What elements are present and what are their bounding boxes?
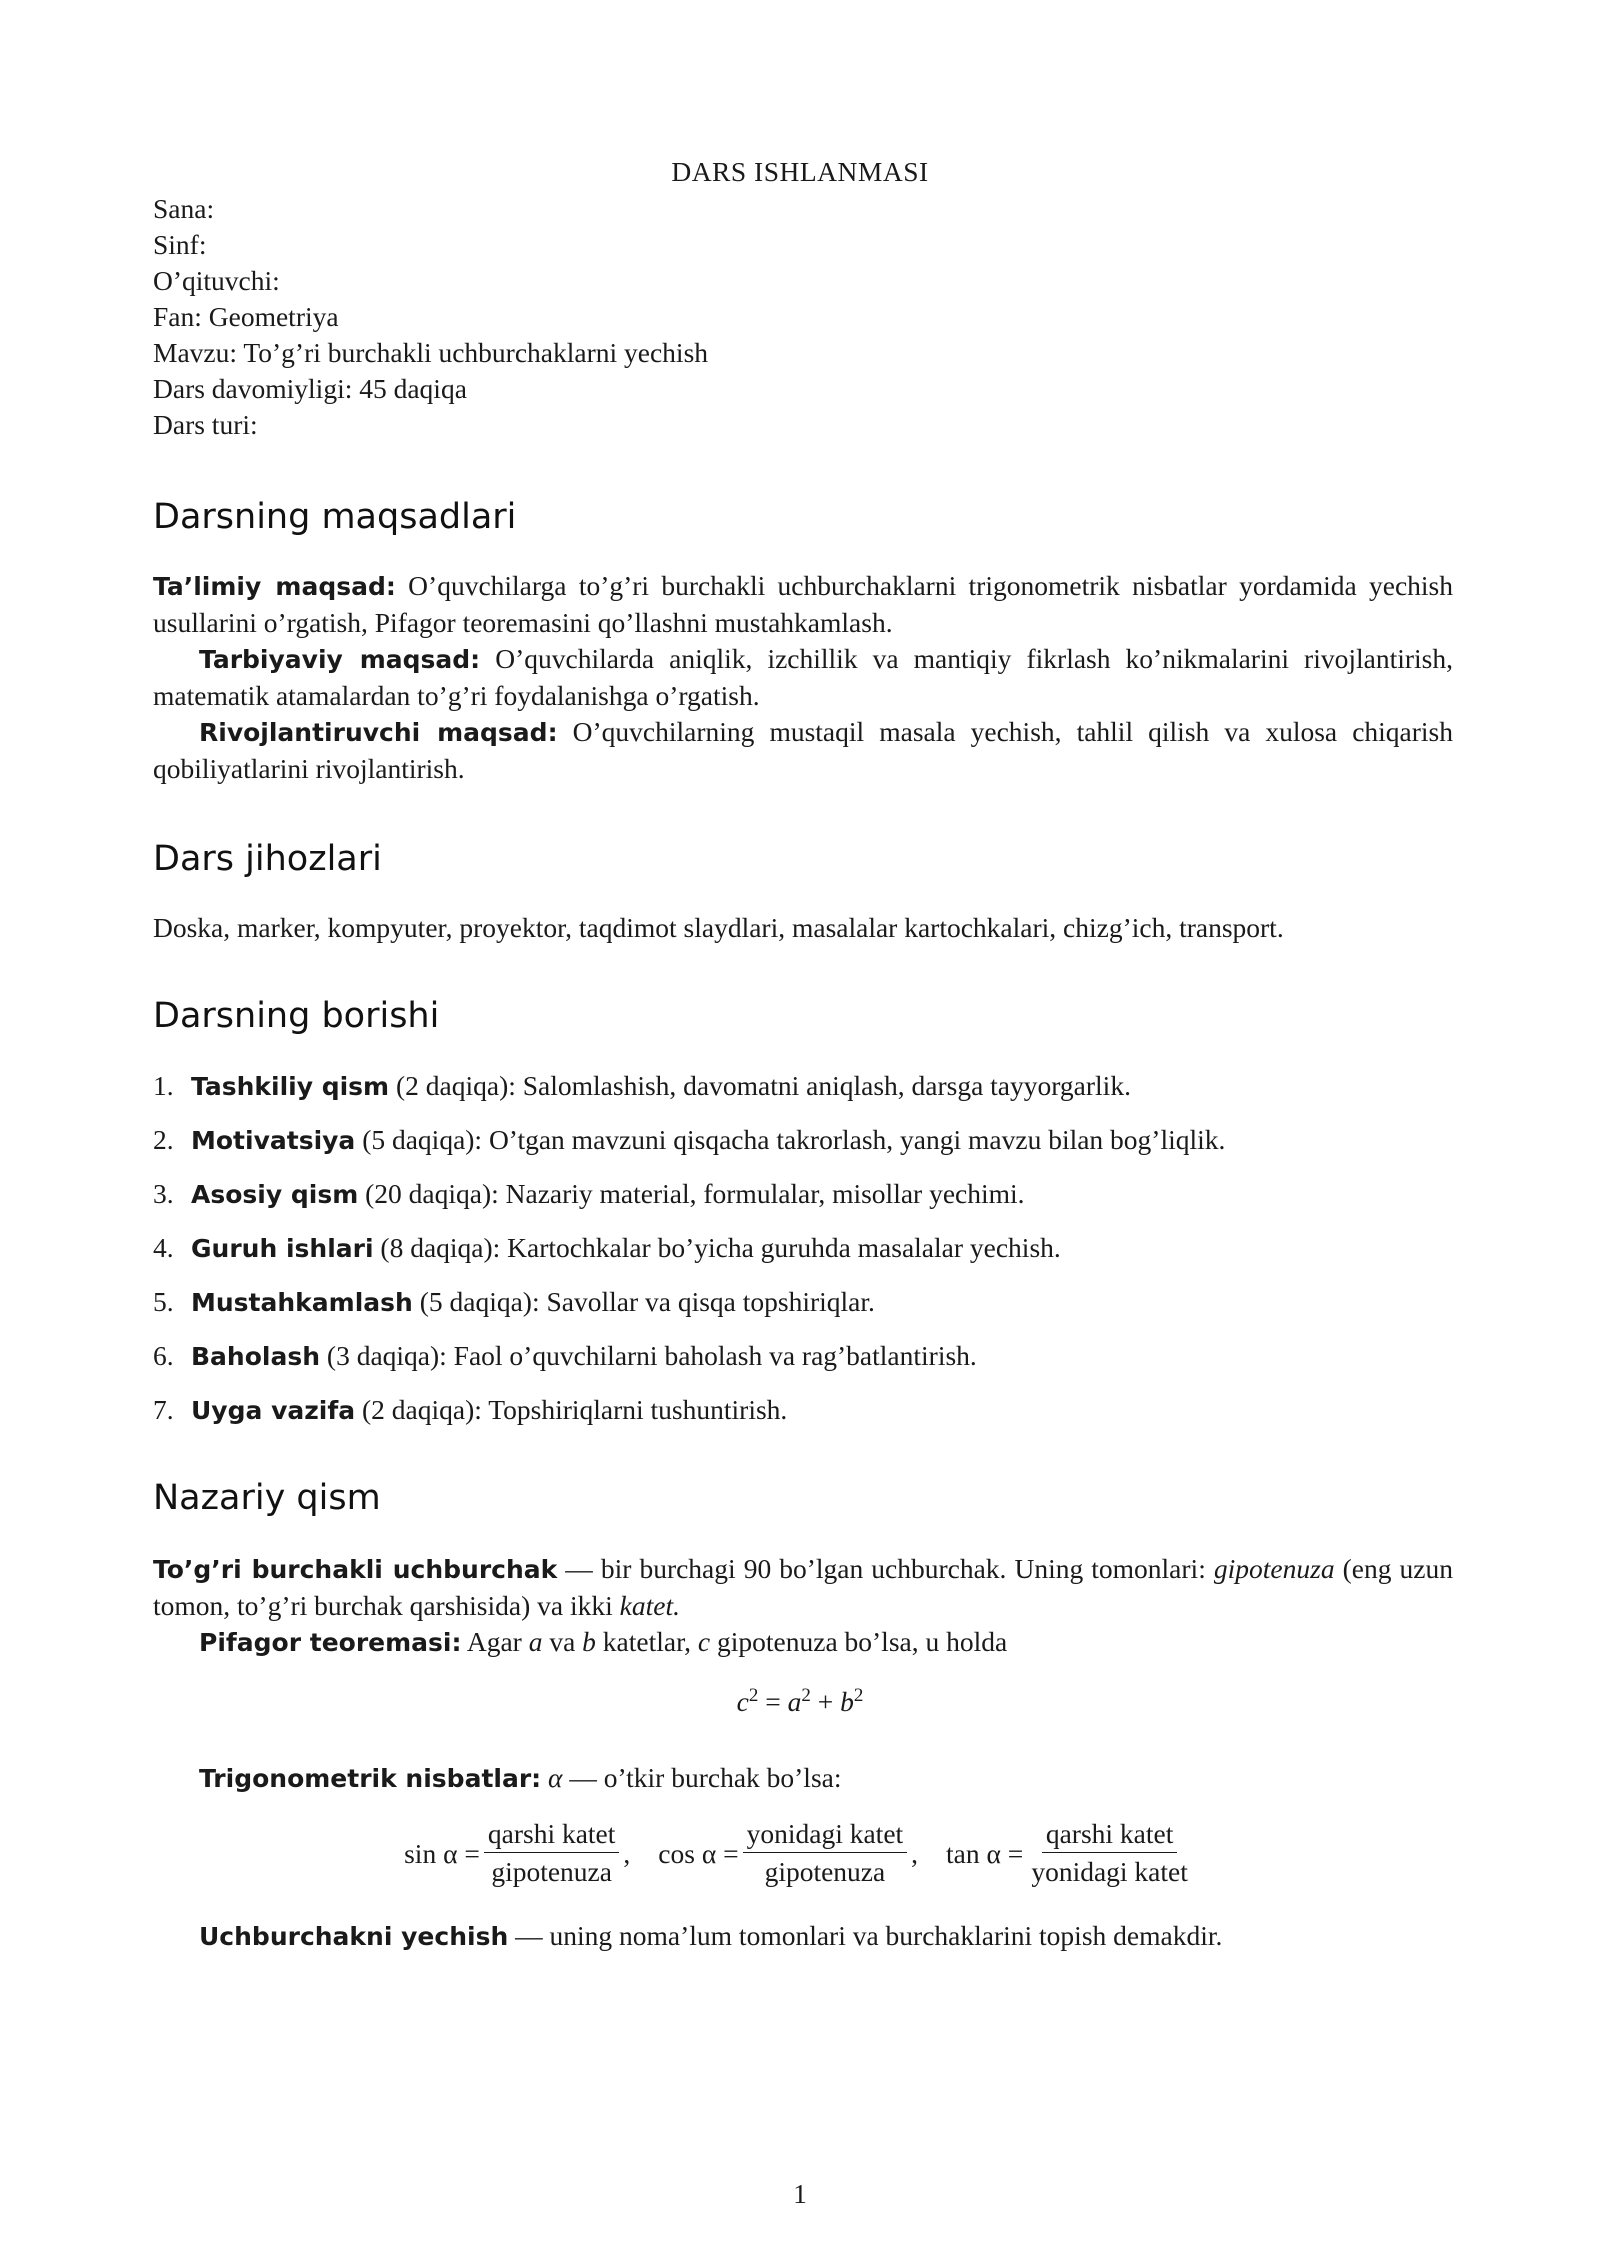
goal-developmental <box>153 714 1453 787</box>
solve-paragraph <box>153 1918 1453 1955</box>
list-item-number: 1. <box>153 1070 174 1101</box>
meta-topic: Mavzu: To’g’ri burchakli uchburchaklarni yechish <box>153 337 709 368</box>
formula-c: c <box>736 1686 749 1717</box>
goal-developmental-text: O’quvchilarning mustaqil masala yechish, tahlil qilish va xulosa chiqarish qobiliyatlarini rivojlantirish. <box>153 716 1454 784</box>
list-item-number: 6. <box>153 1340 174 1371</box>
tangent-numerator: qarshi katet <box>1042 1818 1178 1853</box>
list-item <box>153 1122 1225 1176</box>
list-item-text: (2 daqiqa): Salomlashish, davomatni aniqlash, darsga tayyorgarlik. <box>389 1070 1131 1101</box>
process-list <box>153 1068 1225 1446</box>
list-item-text: (8 daqiqa): Kartochkalar bo’yicha guruhda masalalar yechish. <box>373 1232 1061 1263</box>
cosine-ratio <box>658 1818 946 1889</box>
definition-paragraph <box>153 1551 1453 1624</box>
list-item-label: Guruh ishlari <box>191 1234 374 1263</box>
trig-alpha: α <box>541 1762 563 1793</box>
list-item <box>153 1284 1225 1338</box>
list-item-text: (2 daqiqa): Topshiriqlarni tushuntirish. <box>355 1394 788 1425</box>
goals-heading: Darsning maqsadlari <box>153 497 517 537</box>
list-item-label: Baholash <box>191 1342 321 1371</box>
list-item <box>153 1068 1225 1122</box>
sine-separator: , <box>623 1837 631 1869</box>
goal-educational-label: Ta’limiy maqsad: <box>153 572 396 601</box>
formula-b: b <box>840 1686 854 1717</box>
list-item-label: Tashkiliy qism <box>191 1072 390 1101</box>
meta-teacher: O’qituvchi: <box>153 265 280 296</box>
goal-upbringing-label: Tarbiyaviy maqsad: <box>199 645 481 674</box>
sine-fraction <box>484 1818 620 1889</box>
list-item-number: 5. <box>153 1286 174 1317</box>
definition-text-1: — bir burchagi 90 bo’lgan uchburchak. Uning tomonlari: <box>557 1553 1214 1584</box>
cosine-numerator: yonidagi katet <box>743 1818 908 1853</box>
list-item-label: Asosiy qism <box>191 1180 359 1209</box>
pythagoras-label: Pifagor teoremasi: <box>199 1628 462 1657</box>
list-item <box>153 1176 1225 1230</box>
definition-leg: katet. <box>619 1590 680 1621</box>
list-item-label: Uyga vazifa <box>191 1396 356 1425</box>
goal-upbringing-text: O’quvchilarda aniqlik, izchillik va mantiqiy fikrlash ko’nikmalarini rivojlantirish, matematik atamalardan to’g’ri foydalanishga o’rgatish. <box>153 643 1453 711</box>
pythagoras-var-c: c <box>697 1626 711 1657</box>
pythagoras-text-3: katetlar, <box>595 1626 698 1657</box>
list-item-text: (5 daqiqa): O’tgan mavzuni qisqacha takrorlash, yangi mavzu bilan bog’liqlik. <box>355 1124 1226 1155</box>
definition-text-2: (eng uzun tomon, to’g’ri burchak qarshisida) va ikki <box>153 1553 1453 1621</box>
list-item-number: 4. <box>153 1232 174 1263</box>
list-item <box>153 1392 1225 1446</box>
list-item-label: Mustahkamlash <box>191 1288 413 1317</box>
tangent-ratio <box>946 1818 1196 1889</box>
equipment-text: Doska, marker, kompyuter, proyektor, taqdimot slaydlari, masalalar kartochkalari, chizg’ich, transport. <box>153 912 1284 943</box>
formula-exp-b: 2 <box>853 1684 864 1706</box>
trig-text: — o’tkir burchak bo’lsa: <box>562 1762 842 1793</box>
tangent-fraction <box>1027 1818 1192 1889</box>
list-item-label: Motivatsiya <box>191 1126 356 1155</box>
cosine-lhs: cos α = <box>658 1837 739 1869</box>
tangent-denominator: yonidagi katet <box>1031 1856 1188 1887</box>
definition-hypotenuse: gipotenuza <box>1213 1553 1335 1584</box>
formula-exp-a: 2 <box>801 1684 811 1706</box>
formula-plus: + <box>810 1686 841 1717</box>
equipment-heading: Dars jihozlari <box>153 839 382 879</box>
formula-exp-c: 2 <box>748 1684 759 1706</box>
list-item <box>153 1338 1225 1392</box>
meta-subject: Fan: Geometriya <box>153 301 339 332</box>
goal-upbringing <box>153 641 1453 714</box>
formula-equals: = <box>758 1686 788 1717</box>
trig-intro <box>153 1760 1453 1797</box>
trig-label: Trigonometrik nisbatlar: <box>199 1764 542 1793</box>
sine-denominator: gipotenuza <box>491 1856 612 1887</box>
pythagoras-paragraph <box>153 1624 1453 1661</box>
list-item-number: 2. <box>153 1124 174 1155</box>
cosine-separator: , <box>911 1837 919 1869</box>
list-item <box>153 1230 1225 1284</box>
list-item-text: (5 daqiqa): Savollar va qisqa topshiriqlar. <box>412 1286 875 1317</box>
meta-date: Sana: <box>153 193 215 224</box>
goal-educational-text: O’quvchilarga to’g’ri burchakli uchburchaklarni trigonometrik nisbatlar yordamida yechish usullarini o’rgatish, Pifagor teoremasini qo’llashni mustahkamlash. <box>153 570 1453 638</box>
theory-heading: Nazariy qism <box>153 1478 381 1518</box>
pythagoras-text-2: va <box>542 1626 583 1657</box>
goal-developmental-label: Rivojlantiruvchi maqsad: <box>199 718 558 747</box>
meta-class: Sinf: <box>153 229 207 260</box>
goals-section <box>153 568 1453 787</box>
pythagoras-text-4: gipotenuza bo’lsa, u holda <box>710 1626 1008 1657</box>
formula-a: a <box>787 1686 802 1717</box>
tangent-lhs: tan α = <box>946 1837 1024 1869</box>
sine-ratio <box>404 1818 658 1889</box>
process-heading: Darsning borishi <box>153 996 440 1036</box>
pythagoras-var-a: a <box>528 1626 543 1657</box>
sine-numerator: qarshi katet <box>484 1818 620 1853</box>
pythagoras-var-b: b <box>582 1626 596 1657</box>
cosine-denominator: gipotenuza <box>764 1856 886 1887</box>
sine-lhs: sin α = <box>404 1837 480 1869</box>
meta-lesson-type: Dars turi: <box>153 409 258 440</box>
goal-educational <box>153 568 1453 641</box>
solve-text: — uning noma’lum tomonlari va burchaklarini topish demakdir. <box>508 1920 1223 1951</box>
pythagoras-formula <box>0 1684 1600 1720</box>
cosine-fraction <box>743 1818 908 1889</box>
meta-duration: Dars davomiyligi: 45 daqiqa <box>153 373 467 404</box>
definition-label: To’g’ri burchakli uchburchak <box>153 1555 558 1584</box>
page-number: 1 <box>793 2178 807 2209</box>
lesson-meta <box>153 191 708 443</box>
list-item-text: (3 daqiqa): Faol o’quvchilarni baholash va rag’batlantirish. <box>320 1340 977 1371</box>
list-item-number: 7. <box>153 1394 174 1425</box>
theory-definition <box>153 1551 1453 1661</box>
trig-ratios <box>0 1818 1600 1889</box>
list-item-number: 3. <box>153 1178 174 1209</box>
list-item-text: (20 daqiqa): Nazariy material, formulalar, misollar yechimi. <box>358 1178 1025 1209</box>
document-title: DARS ISHLANMASI <box>671 156 929 187</box>
solve-label: Uchburchakni yechish <box>199 1922 509 1951</box>
pythagoras-text-1: Agar <box>461 1626 529 1657</box>
